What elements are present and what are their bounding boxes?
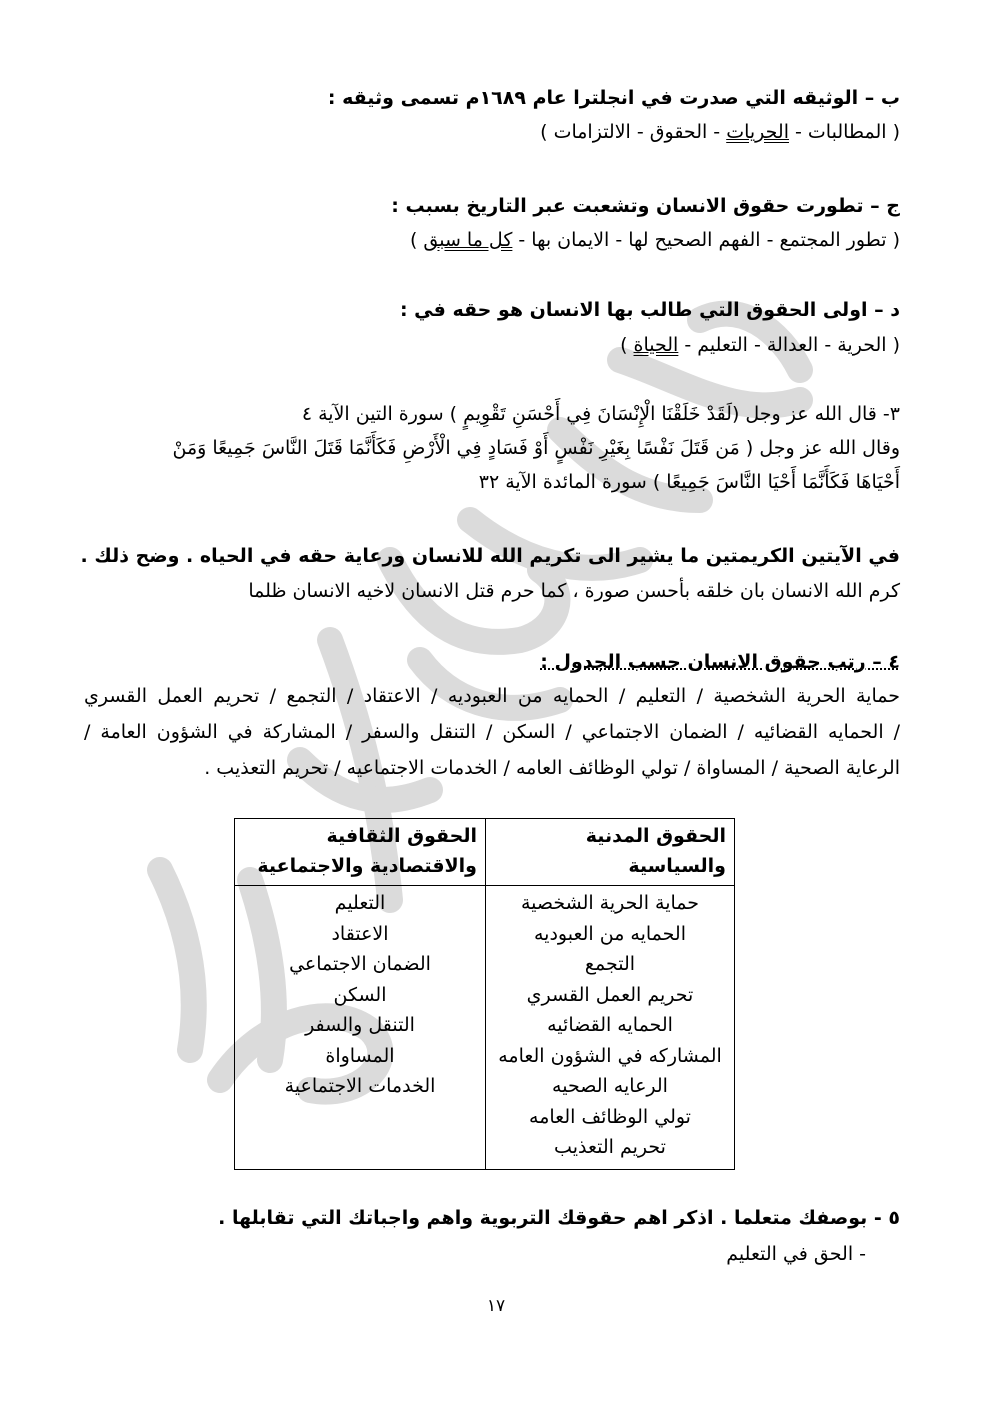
question-d-options-prefix: ( الحرية - العدالة - التعليم - [678, 334, 900, 356]
cultural-header-line-1: الحقوق الثقافية [326, 825, 477, 847]
section5-question: ٥ - بوصفك متعلما . اذكر اهم حقوقك التربوية واهم واجباتك التي تقابلها . [218, 1207, 900, 1229]
cultural-right-item: التعليم [334, 892, 386, 914]
question-c-options [410, 226, 900, 254]
rights-list-line-1: حماية الحرية الشخصية / التعليم / الحمايه من العبوديه / الاعتقاد / التجمع / تحريم العمل القسري [84, 685, 900, 707]
verse-1-line: ٣- قال الله عز وجل (لَقَدْ خَلَقْنَا الْإِنْسَانَ فِي أَحْسَنِ تَقْوِيمٍ ) سورة التين الآية ٤ [301, 403, 900, 425]
civil-right-item: تحريم التعذيب [554, 1136, 666, 1158]
question-b-prompt: ب – الوثيقه التي صدرت في انجلترا عام ١٦٨٩م تسمى وثيقه : [327, 87, 900, 109]
cultural-rights-cell [235, 886, 486, 1170]
question-d-options [620, 331, 900, 359]
cultural-right-item: الضمان الاجتماعي [289, 953, 431, 975]
question-c-prompt: ج – تطورت حقوق الانسان وتشعبت عبر التاريخ بسبب : [391, 195, 900, 217]
civil-right-item: المشاركه في الشؤون العامه [498, 1044, 722, 1067]
cultural-right-item: المساواة [325, 1044, 395, 1067]
cultural-right-item: السكن [333, 983, 387, 1006]
cultural-right-item: الاعتقاد [331, 922, 389, 945]
cultural-rights-header [235, 819, 486, 886]
rights-list-line-2: / الحمايه القضائيه / الضمان الاجتماعي / السكن / التنقل والسفر / المشاركة في الشؤون العامة / [84, 721, 900, 743]
section4-title-text: ٤ – رتب حقوق الانسان حسب الجدول : [540, 651, 900, 673]
civil-rights-cell [486, 886, 735, 1170]
cultural-right-item: الخدمات الاجتماعية [284, 1075, 436, 1097]
question-c-options-prefix: ( تطور المجتمع - الفهم الصحيح لها - الايمان بها - [512, 229, 900, 251]
question-d-prompt: د – اولى الحقوق التي طالب بها الانسان هو حقه في : [399, 299, 900, 321]
verse-2-line-2: أَحْيَاهَا فَكَأَنَّمَا أَحْيَا النَّاسَ جَمِيعًا ) سورة المائدة الآية ٣٢ [478, 471, 900, 493]
rights-list-line-3: الرعاية الصحية / المساواة / تولي الوظائف العامه / الخدمات الاجتماعيه / تحريم التعذيب . [204, 757, 900, 779]
question-b-options [540, 118, 900, 146]
civil-right-item: التجمع [584, 953, 636, 975]
civil-right-item: الحمايه من العبوديه [533, 922, 687, 945]
question-c-options-suffix: ) [409, 229, 424, 251]
section3-answer: كرم الله الانسان بان خلقه بأحسن صورة ، كما حرم قتل الانسان لاخيه الانسان ظلما [248, 580, 900, 602]
civil-right-item: حماية الحرية الشخصية [520, 892, 700, 914]
civil-right-item: الرعايه الصحيه [552, 1075, 668, 1097]
civil-right-item: تحريم العمل القسري [526, 983, 694, 1006]
civil-right-item: الحمايه القضائيه [547, 1014, 673, 1036]
section5-item-1: - الحق في التعليم [726, 1243, 866, 1265]
rights-table-body [235, 886, 735, 1170]
section3-question: في الآيتين الكريمتين ما يشير الى تكريم الله للانسان ورعاية حقه في الحياه . وضح ذلك . [80, 545, 900, 567]
page-number: ١٧ [486, 1296, 506, 1316]
question-b-options-prefix: ( المطالبات - [788, 121, 900, 143]
rights-table-header [235, 819, 735, 886]
verse-2-line-1: وقال الله عز وجل ( مَن قَتَلَ نَفْسًا بِغَيْرِ نَفْسٍ أَوْ فَسَادٍ فِي الْأَرْضِ فَكَأَنَّمَا قَتَلَ النَّاسَ جَمِيعًا وَمَنْ [172, 437, 900, 459]
civil-right-item: تولي الوظائف العامه [529, 1105, 691, 1128]
section4-title [540, 648, 900, 676]
question-d-options-suffix: ) [620, 334, 634, 356]
rights-table [234, 818, 735, 1170]
cultural-right-item: التنقل والسفر [305, 1014, 415, 1036]
question-b-options-suffix: - الحقوق - الالتزامات ) [540, 121, 727, 143]
question-b-answer: الحريات [726, 121, 789, 143]
civil-rights-header: الحقوق المدنية والسياسية [486, 819, 735, 886]
question-c-answer: كل ما سبق [423, 229, 513, 251]
question-d-answer: الحياة [633, 334, 679, 356]
cultural-header-line-2: والاقتصادية والاجتماعية [257, 855, 477, 877]
